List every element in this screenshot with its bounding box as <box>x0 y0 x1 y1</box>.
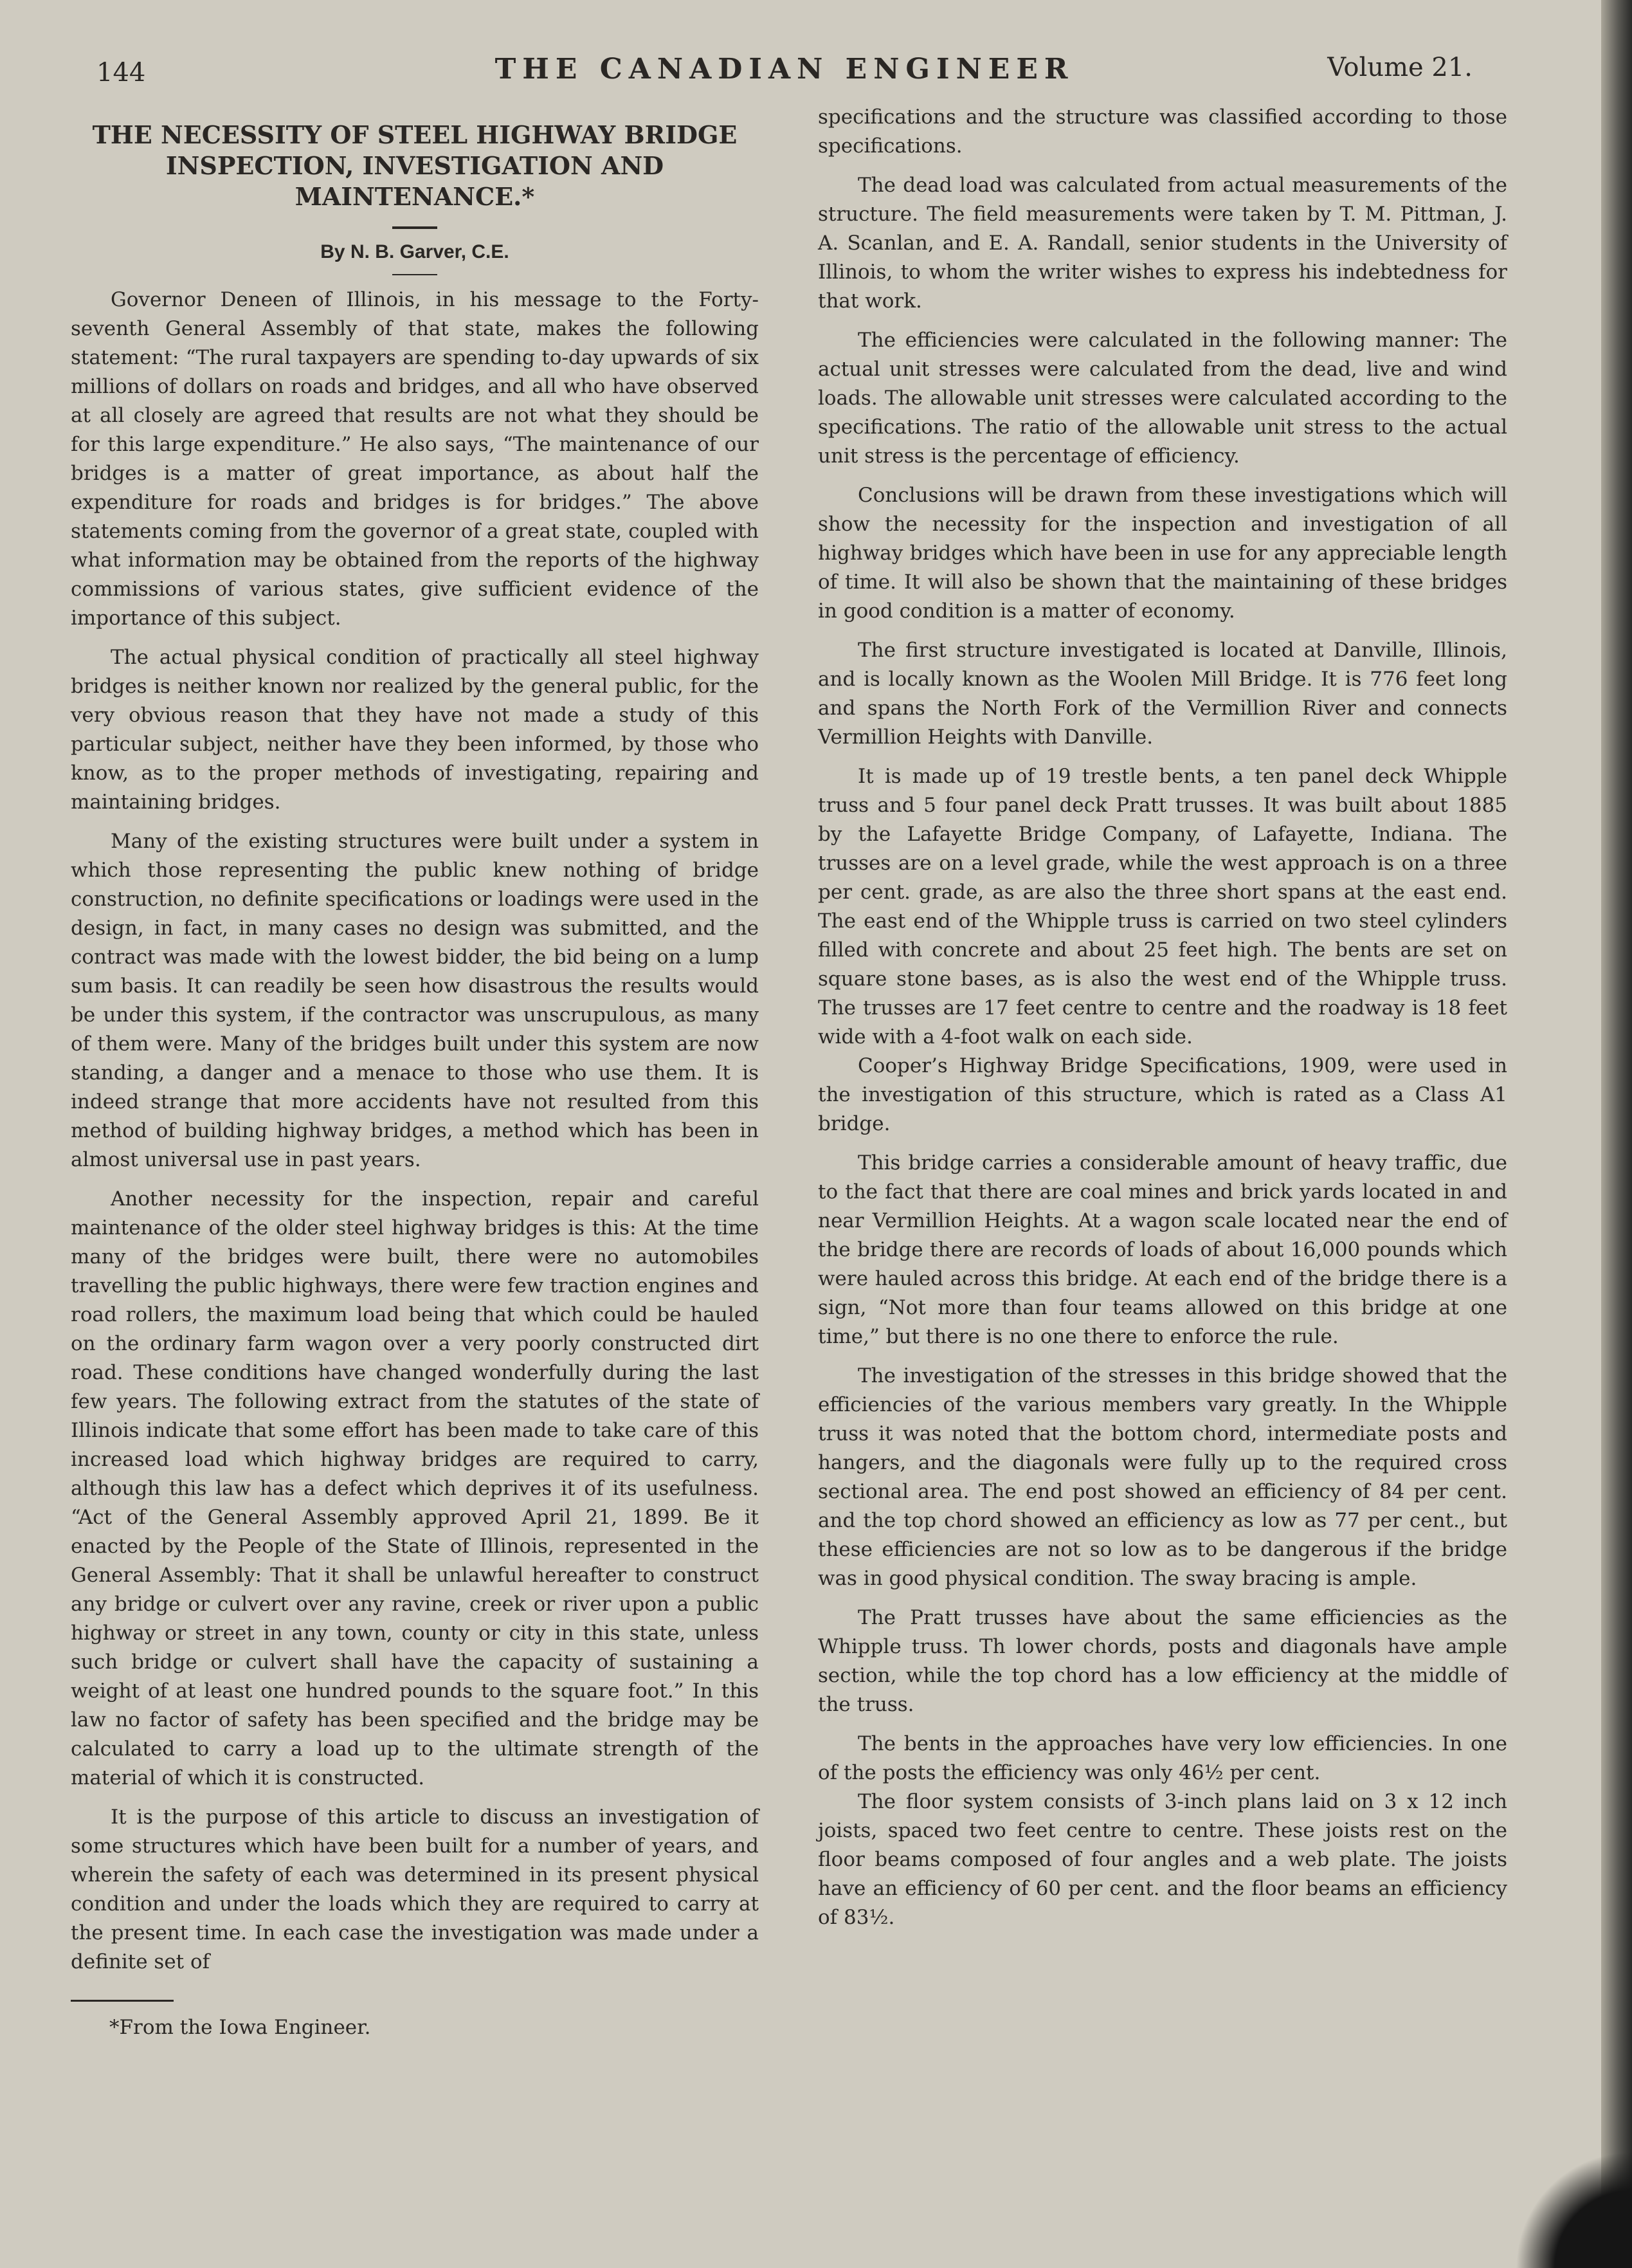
paragraph: Governor Deneen of Illinois, in his message to the Forty-seventh General Assembly of that state, makes the following statement: “The rural taxpayers are spending to-day upwards of six millions of dollars on roads and bridges, and all who have observed at all closely are agreed that results are not what they should be for this large expenditure.” He also says, “The maintenance of our bridges is a matter of great importance, as about half the expenditure for roads and bridges is for bridges.” The above statements coming from the governor of a great state, coupled with what information may be obtained from the reports of the highway commissions of various states, give sufficient evidence of the importance of this subject. <box>71 288 759 630</box>
paragraph: It is the purpose of this article to discuss an investigation of some structures which have been built for a number of years, and wherein the safety of each was determined in its present physical condition and under the loads which they are required to carry at the present time. In each case the investigation was made under a definite set of <box>71 1806 759 1973</box>
article-title-line: MAINTENANCE.* <box>295 182 535 211</box>
article-title-line: INSPECTION, INVESTIGATION AND <box>165 151 664 180</box>
paragraph: The investigation of the stresses in this bridge showed that the efficiencies of the various members vary greatly. In the Whipple truss it was noted that the bottom chord, intermediate posts and hangers, and the diagonals were fully up to the required cross sectional area. The end post showed an efficiency of 84 per cent. and the top chord showed an efficiency as low as 77 per cent., but these efficiencies are not so low as to be dangerous if the bridge was in good physical condition. The sway bracing is ample. <box>818 1364 1507 1590</box>
footnote: *From the Iowa Engineer. <box>109 2016 371 2039</box>
paragraph: Conclusions will be drawn from these investigations which will show the necessity for the inspection and investigation of all highway bridges which have been in use for any appreciable length of time. It will also be shown that the maintaining of these bridges in good condition is a matter of economy. <box>818 484 1507 623</box>
paragraph: specifications and the structure was classified according to those specifications. <box>818 105 1507 158</box>
paragraph: The actual physical condition of practically all steel highway bridges is neither known nor realized by the general public, for the very obvious reason that they have not made a study of this particular subject, neither have they been informed, by those who know, as to the proper methods of investigating, repairing and maintaining bridges. <box>71 646 759 814</box>
paragraph: The efficiencies were calculated in the following manner: The actual unit stresses were calculated from the dead, live and wind loads. The allowable unit stresses were calculated according to the specifications. The ratio of the allowable unit stress to the actual unit stress is the percentage of efficiency. <box>818 329 1507 468</box>
paragraph: It is made up of 19 trestle bents, a ten panel deck Whipple truss and 5 four panel deck Pratt trusses. It was built about 1885 by the Lafayette Bridge Company, of Lafayette, Indiana. The trusses are on a level grade, while the west approach is on a three per cent. grade, as are also the three short spans at the east end. The east end of the Whipple truss is carried on two steel cylinders filled with concrete and about 25 feet high. The bents are set on square stone bases, as is also the west end of the Whipple truss. The trusses are 17 feet centre to centre and the roadway is 18 feet wide with a 4-foot walk on each side. <box>818 765 1507 1048</box>
page-number: 144 <box>96 58 146 87</box>
paragraph: Another necessity for the inspection, repair and careful maintenance of the older steel highway bridges is this: At the time many of the bridges were built, there were no automobiles travelling the public highways, there were few traction engines and road rollers, the maximum load being that which could be hauled on the ordinary farm wagon over a very poorly constructed dirt road. These conditions have changed wonderfully during the last few years. The following extract from the statutes of the state of Illinois indicate that some effort has been made to take care of this increased load which highway bridges are required to carry, although this law has a defect which deprives it of its usefulness. “Act of the General Assembly approved April 21, 1899. Be it enacted by the People of the State of Illinois, represented in the General Assembly: That it shall be unlawful hereafter to construct any bridge or culvert over any ravine, creek or river upon a public highway or street in any town, county or city in this state, unless such bridge or culvert shall have the capacity of sustaining a weight of at least one hundred pounds to the square foot.” In this law no factor of safety has been specified and the bridge may be calculated to carry a load up to the ultimate strength of the material of which it is constructed. <box>71 1187 759 1789</box>
article-title-line: THE NECESSITY OF STEEL HIGHWAY BRIDGE <box>92 120 738 149</box>
byline: By N. B. Garver, C.E. <box>320 241 509 262</box>
paragraph: The dead load was calculated from actual measurements of the structure. The field measurements were taken by T. M. Pittman, J. A. Scanlan, and E. A. Randall, senior students in the University of Illinois, to whom the writer wishes to express his indebtedness for that work. <box>818 174 1507 313</box>
page-header <box>96 53 1473 91</box>
left-column <box>71 111 759 2042</box>
paragraph: The first structure investigated is located at Danville, Illinois, and is locally known as the Woolen Mill Bridge. It is 776 feet long and spans the North Fork of the Vermillion River and connects Vermillion Heights with Danville. <box>818 639 1507 749</box>
page-corner-shadow <box>1498 2142 1632 2268</box>
page-spine-shadow <box>1601 0 1632 2268</box>
paragraph: Many of the existing structures were built under a system in which those representing the public knew nothing of bridge construction, no definite specifications or loadings were used in the design, in fact, in many cases no design was submitted, and the contract was made with the lowest bidder, the bid being on a lump sum basis. It can readily be seen how disastrous the results would be under this system, if the contractor was unscrupulous, as many of them were. Many of the bridges built under this system are now standing, a danger and a menace to those who use them. It is indeed strange that more accidents have not resulted from this method of building highway bridges, a method which has been in almost universal use in past years. <box>71 830 759 1171</box>
paragraph: The floor system consists of 3-inch plans laid on 3 x 12 inch joists, spaced two feet centre to centre. These joists rest on the floor beams composed of four angles and a web plate. The joists have an efficiency of 60 per cent. and the floor beams an efficiency of 83½. <box>818 1790 1507 1929</box>
paragraph: Cooper’s Highway Bridge Specifications, 1909, were used in the investigation of this structure, which is rated as a Class A1 bridge. <box>818 1054 1507 1135</box>
byline-divider <box>392 274 437 275</box>
volume-label: Volume 21. <box>1327 53 1473 82</box>
title-divider <box>392 226 437 229</box>
paragraph: The Pratt trusses have about the same efficiencies as the Whipple truss. Th lower chords, posts and diagonals have ample section, while the top chord has a low efficiency at the middle of the truss. <box>818 1606 1507 1716</box>
paragraph: The bents in the approaches have very low efficiencies. In one of the posts the efficiency was only 46½ per cent. <box>818 1732 1507 1784</box>
paragraph: This bridge carries a considerable amount of heavy traffic, due to the fact that there are coal mines and brick yards located in and near Vermillion Heights. At a wagon scale located near the end of the bridge there are records of loads of about 16,000 pounds which were hauled across this bridge. At each end of the bridge there is a sign, “Not more than four teams allowed on this bridge at one time,” but there is no one there to enforce the rule. <box>818 1151 1507 1348</box>
footnote-divider <box>71 2000 174 2002</box>
running-title: THE CANADIAN ENGINEER <box>494 53 1074 86</box>
article-title <box>71 120 759 212</box>
right-column <box>818 103 1507 1943</box>
